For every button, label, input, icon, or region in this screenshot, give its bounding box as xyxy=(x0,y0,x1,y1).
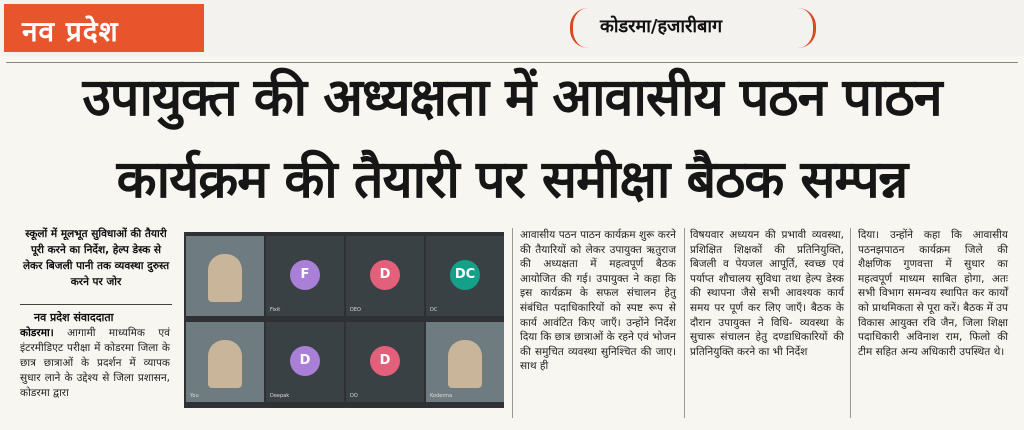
participant-avatar: D xyxy=(370,260,400,290)
participant-video xyxy=(448,340,482,388)
participant-name: You xyxy=(190,393,199,399)
participant-video xyxy=(208,340,242,388)
masthead xyxy=(0,0,1024,56)
logo-text: नव प्रदेश xyxy=(22,15,119,48)
meeting-tile xyxy=(346,322,424,402)
video-meeting-photo xyxy=(184,232,504,408)
meeting-tile xyxy=(426,236,504,316)
participant-avatar: D xyxy=(290,346,320,376)
meeting-tile xyxy=(426,322,504,402)
participant-avatar: DC xyxy=(450,260,480,290)
participant-name: Deepak xyxy=(270,393,290,399)
section-label: कोडरमा/हजारीबाग xyxy=(600,16,723,37)
newspaper-logo xyxy=(4,4,204,52)
headline-line-2: कार्यक्रम की तैयारी पर समीक्षा बैठक सम्पन्न xyxy=(116,150,908,210)
meeting-tile xyxy=(346,236,424,316)
participant-name: DC xyxy=(430,307,438,313)
meeting-tile xyxy=(266,236,344,316)
column-divider xyxy=(850,228,851,418)
meeting-tile xyxy=(186,236,264,316)
participant-video xyxy=(208,254,242,302)
lead-paragraph xyxy=(20,326,170,401)
lead-text: आगामी माध्यमिक एवं इंटरमीडिएट परीक्षा में कोडरमा जिला के छात्र छात्राओं के प्रदर्शन में व्यापक सुधार लाने के उद्देश्य से जिला प्रशासन, कोडरमा द्वारा xyxy=(20,327,170,399)
dateline-place: कोडरमा। xyxy=(20,327,54,339)
article-column-2: विषयवार अध्ययन की प्रभावी व्यवस्था, प्रशिक्षित शिक्षकों की प्रतिनियुक्ति, बिजली व पेयजल आपूर्ति, स्वच्छ एवं पर्याप्त शौचालय सुविधा तथा हेल्प डेस्क की स्थापना जैसे सभी आवश्यक कार्य समय पर पूर्ण कर लिए जाएँ। बैठक के दौरान उपायुक्त ने विधि- व्यवस्था के सुचारू संचालन हेतु दण्डाधिकारियों की प्रतिनियुक्ति करने का भी निर्देश xyxy=(690,229,844,358)
deck-divider xyxy=(20,304,172,305)
participant-name: DEO xyxy=(350,307,361,313)
article-column-1: आवासीय पठन पाठन कार्यक्रम शुरू करने की तैयारियों को लेकर उपायुक्त ऋतुराज की अध्यक्षता में महत्वपूर्ण बैठक आयोजित की गई। उपायुक्त ने कहा कि इस कार्यक्रम के सफल संचालन हेतु संबंधित पदाधिकारियों को स्पष्ट रूप से कार्य आवंटित किए जाएँ। उन्होंने निर्देश दिया कि छात्र छात्राओं के रहने एवं भोजन की समुचित व्यवस्था सुनिश्चित की जाए। साथ ही xyxy=(520,229,676,373)
participant-name: Fixit xyxy=(270,307,281,313)
article-column-3: दिया। उन्होंने कहा कि आवासीय पठनझपाठन कार्यक्रम जिले की शैक्षणिक गुणवत्ता में सुधार का महत्वपूर्ण माध्यम साबित होगा, अतः सभी विभाग समन्वय स्थापित कर कार्यों को प्राथमिकता से पूरा करें। बैठक में उप विकास आयुक्त रवि जैन, जिला शिक्षा पदाधिकारी अविनाश राम, फिलो की टीम सहित अन्य अधिकारी उपस्थित थे। xyxy=(858,229,1008,358)
masthead-rule xyxy=(6,62,1018,63)
byline: नव प्रदेश संवाददाता xyxy=(34,311,114,324)
column-divider xyxy=(684,228,685,418)
meeting-tile xyxy=(266,322,344,402)
participant-name: DO xyxy=(350,393,358,399)
participant-name: Koderma xyxy=(430,393,453,399)
participant-avatar: D xyxy=(370,346,400,376)
headline-line-1: उपायुक्त की अध्यक्षता में आवासीय पठन पाठन xyxy=(82,68,942,128)
column-divider xyxy=(512,228,513,418)
participant-avatar: F xyxy=(290,260,320,290)
meeting-tile xyxy=(186,322,264,402)
subheadline: स्कूलों में मूलभूत सुविधाओं की तैयारी पूरी करने का निर्देश, हेल्प डेस्क से लेकर बिजली पानी तक व्यवस्था दुरुस्त करने पर जोर xyxy=(22,228,170,288)
